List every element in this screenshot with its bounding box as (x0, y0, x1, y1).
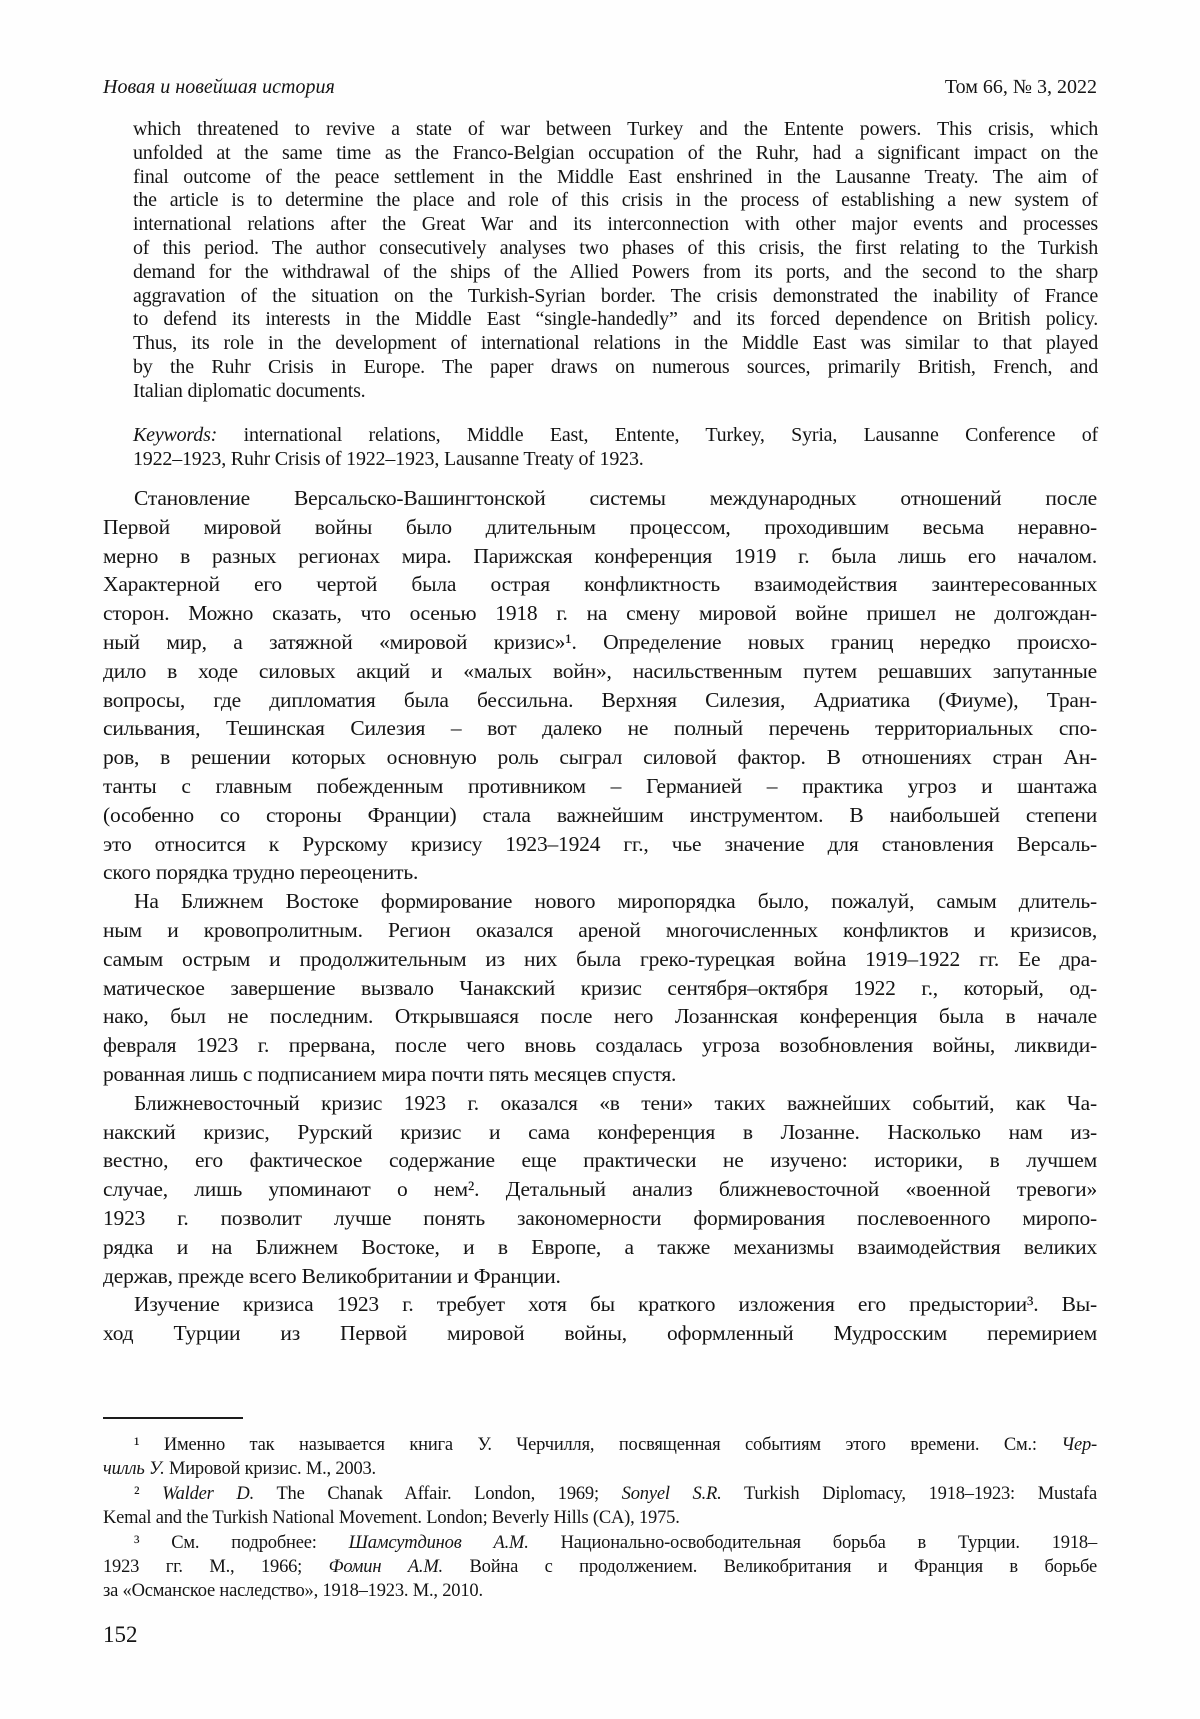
text-line: ² Walder D. The Chanak Affair. London, 1969; Sonyel S.R. Turkish Diplomacy, 1918–1923: Mustafa (134, 1483, 1097, 1504)
article-body (103, 484, 1097, 1348)
abstract-text (133, 118, 1098, 404)
text-line: матическое завершение вызвало Чанакский кризис сентября–октября 1922 г., который, од- (103, 975, 1097, 1000)
footnote-separator (103, 1417, 243, 1419)
text-line: ¹ Именно так называется книга У. Черчилля, посвященная событиям этого времени. См.: Чер- (134, 1435, 1097, 1455)
text-line: 1923 г. позволит лучше понять закономерности формирования послевоенного миропо- (103, 1205, 1097, 1230)
text-line: накский кризис, Рурский кризис и сама конференция в Лозанне. Насколько нам из- (103, 1119, 1097, 1144)
text-line: самым острым и продолжительным из них была греко-турецкая война 1919–1922 гг. Ее дра- (103, 946, 1097, 971)
text-line: unfolded at the same time as the Franco-Belgian occupation of the Ruhr, had a significant impact on the (133, 141, 1098, 164)
text-line: 1922–1923, Ruhr Crisis of 1922–1923, Lausanne Treaty of 1923. (133, 447, 644, 470)
footnotes-block (103, 1433, 1097, 1604)
text-line: (особенно со стороны Франции) стала важнейшим инструментом. В наибольшей степени (103, 802, 1097, 827)
text-line: случае, лишь упоминают о нем². Детальный анализ ближневосточной «военной тревоги» (103, 1177, 1097, 1202)
text-line: by the Ruhr Crisis in Europe. The paper draws on numerous sources, primarily British, French, and (133, 355, 1098, 378)
text-line: февраля 1923 г. прервана, после чего вновь создалась угроза возобновления войны, ликвиди- (103, 1033, 1097, 1058)
text-line: international relations after the Great War and its interconnection with other major events and processes (133, 213, 1098, 236)
text-line: 1923 гг. М., 1966; Фомин А.М. Война с продолжением. Великобритания и Франция в борьбе (103, 1557, 1097, 1578)
text-line: Первой мировой войны было длительным процессом, проходившим весьма неравно- (103, 514, 1097, 539)
text-line: Изучение кризиса 1923 г. требует хотя бы краткого изложения его предыстории³. Вы- (134, 1292, 1097, 1317)
text-line: to defend its interests in the Middle East “single-handedly” and its forced dependence on British policy. (133, 308, 1098, 331)
text-line: demand for the withdrawal of the ships of the Allied Powers from its ports, and the second to the sharp (133, 260, 1098, 283)
text-line: сторон. Можно сказать, что осенью 1918 г. на смену мировой войне пришел не долгождан- (103, 601, 1097, 626)
text-line: рядка и на Ближнем Востоке, и в Европе, а также механизмы взаимодействия великих (103, 1234, 1097, 1259)
text-line: ³ См. подробнее: Шамсутдинов А.М. Национально-освободительная борьба в Турции. 1918– (134, 1532, 1097, 1553)
text-line: aggravation of the situation on the Turkish-Syrian border. The crisis demonstrated the inability of France (133, 284, 1098, 307)
issue-info: Том 66, № 3, 2022 (944, 76, 1097, 98)
text-line: ского порядка трудно переоценить. (103, 860, 419, 885)
text-line: чилль У. Мировой кризис. М., 2003. (103, 1459, 376, 1480)
text-line: ный мир, а затяжной «мировой кризис»¹. Определение новых границ нередко происхо- (103, 629, 1097, 654)
text-line: the article is to determine the place and role of this crisis in the process of establishing a new system of (133, 189, 1098, 212)
text-line: мерно в разных регионах мира. Парижская конференция 1919 г. была лишь его началом. (103, 543, 1097, 568)
journal-title: Новая и новейшая история (103, 76, 335, 98)
text-line: Kemal and the Turkish National Movement. London; Beverly Hills (CA), 1975. (103, 1508, 680, 1529)
text-line: Становление Версальско-Вашингтонской системы международных отношений после (134, 486, 1097, 510)
text-line: нако, был не последним. Открывшаяся после него Лозаннская конференция была в начале (103, 1004, 1097, 1029)
page-number: 152 (103, 1622, 138, 1647)
text-line: ров, в решении которых основную роль сыграл силовой фактор. В отношениях стран Ан- (103, 745, 1097, 770)
text-line: за «Османское наследство», 1918–1923. М., 2010. (103, 1581, 483, 1602)
text-line: Keywords: international relations, Middle East, Entente, Turkey, Syria, Lausanne Conference of (133, 424, 1098, 446)
text-line: Ближневосточный кризис 1923 г. оказался «в тени» таких важнейших событий, как Ча- (134, 1090, 1097, 1115)
text-line: танты с главным побежденным противником – Германией – практика угроз и шантажа (103, 773, 1097, 798)
page-header (103, 76, 1097, 99)
text-line: это относится к Рурскому кризису 1923–1924 гг., чье значение для становления Версаль- (103, 831, 1097, 856)
text-line: Thus, its role in the development of international relations in the Middle East was similar to that played (133, 332, 1098, 355)
text-line: вопросы, где дипломатия была бессильна. Верхняя Силезия, Адриатика (Фиуме), Тран- (103, 687, 1097, 712)
text-line: На Ближнем Востоке формирование нового миропорядка было, пожалуй, самым длитель- (134, 889, 1097, 914)
text-line: сильвания, Тешинская Силезия – вот далеко не полный перечень территориальных спо- (103, 716, 1097, 741)
text-line: ход Турции из Первой мировой войны, оформленный Мудросским перемирием (103, 1321, 1097, 1346)
text-line: ным и кровопролитным. Регион оказался ареной многочисленных конфликтов и кризисов, (103, 917, 1097, 942)
keywords-block (133, 424, 1098, 472)
text-line: держав, прежде всего Великобритании и Франции. (103, 1263, 561, 1288)
text-line: дило в ходе силовых акций и «малых войн», насильственным путем решавших запутанные (103, 658, 1097, 683)
text-line: final outcome of the peace settlement in the Middle East enshrined in the Lausanne Treaty. The aim of (133, 165, 1098, 188)
text-line: вестно, его фактическое содержание еще практически не изучено: историки, в лучшем (103, 1148, 1097, 1173)
text-line: Italian diplomatic documents. (133, 379, 366, 402)
text-line: Характерной его чертой была острая конфликтность взаимодействия заинтересованных (103, 572, 1097, 597)
text-line: рованная лишь с подписанием мира почти пять месяцев спустя. (103, 1061, 677, 1086)
text-line: of this period. The author consecutively analyses two phases of this crisis, the first relating to the Turkish (133, 236, 1098, 259)
text-line: which threatened to revive a state of war between Turkey and the Entente powers. This crisis, which (133, 118, 1098, 140)
